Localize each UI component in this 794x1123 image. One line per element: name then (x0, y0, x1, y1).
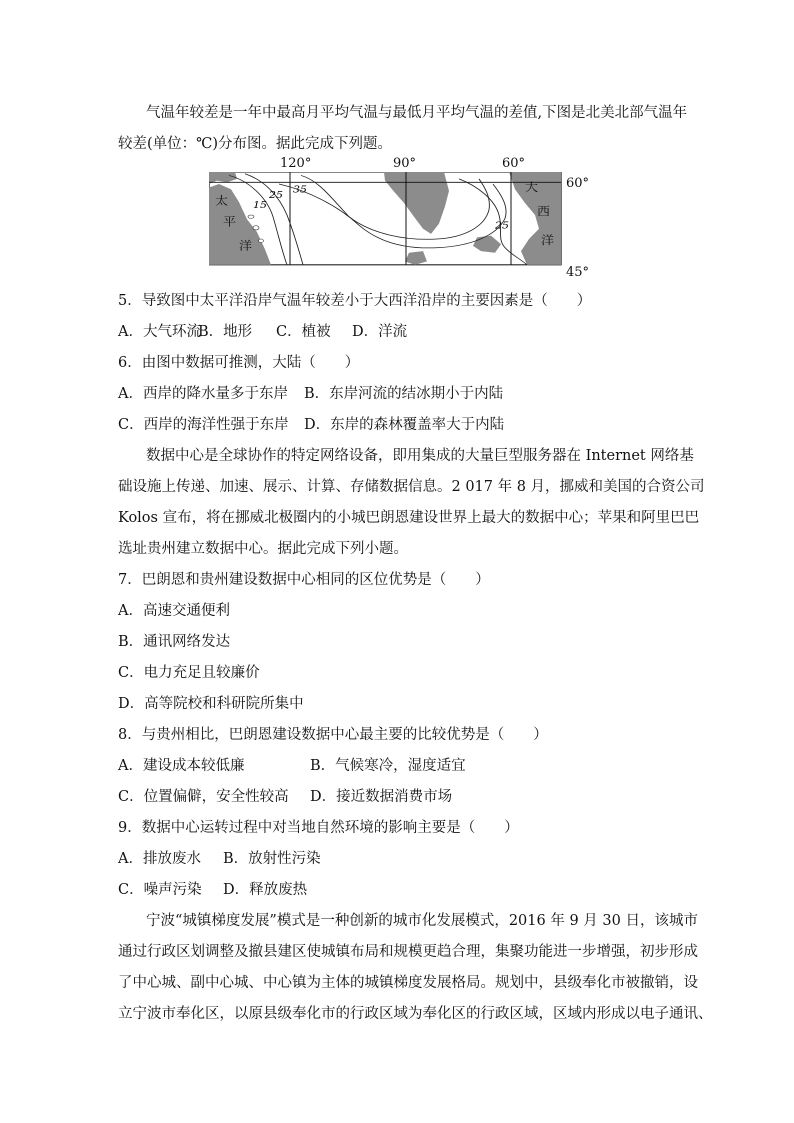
option: D．洋流 (352, 324, 408, 340)
intro2-line3: Kolos 宣布，将在挪威北极圈内的小城巴朗恩建设世界上最大的数据中心；苹果和阿里巴巴 (118, 510, 700, 526)
ocean-label: 西 (537, 204, 550, 218)
q9-options-row1 (118, 850, 321, 868)
map-lat-label: 60° (566, 176, 590, 191)
intro1-line2: 较差(单位：℃)分布图。据此完成下列题。 (118, 136, 393, 152)
q6-options-row2 (118, 416, 504, 434)
ocean-label: 平 (223, 215, 236, 229)
option: A．西岸的降水量多于东岸 (118, 386, 288, 402)
map-lon-label: 90° (393, 156, 417, 171)
intro3-line1: 宁波“城镇梯度发展”模式是一种创新的城市化发展模式，2016 年 9 月 30 日，该城市 (146, 913, 698, 929)
ocean-label: 太 (215, 194, 228, 208)
option: C．西岸的海洋性强于东岸 (118, 417, 289, 433)
q5-options (118, 323, 407, 341)
ocean-label: 洋 (239, 239, 252, 253)
q8-options-row2 (118, 788, 452, 806)
island-shape (248, 215, 254, 218)
q7-option: C．电力充足且较廉价 (118, 665, 260, 681)
option: C．噪声污染 (118, 882, 202, 898)
contour-label: 25 (495, 220, 509, 232)
q5-stem: 5．导致图中太平洋沿岸气温年较差小于大西洋沿岸的主要因素是（ ） (118, 293, 592, 309)
island-shape (259, 239, 264, 242)
option: A．建设成本较低廉 (118, 758, 245, 774)
option: C．植被 (276, 324, 331, 340)
q7-stem: 7．巴朗恩和贵州建设数据中心相同的区位优势是（ ） (118, 572, 490, 588)
map-lon-label: 60° (502, 156, 526, 171)
ocean-label: 洋 (541, 234, 554, 247)
option: A．排放废水 (118, 851, 201, 867)
option: C．位置偏僻，安全性较高 (118, 789, 289, 805)
option: D．东岸的森林覆盖率大于内陆 (304, 417, 505, 433)
q9-options-row2 (118, 881, 307, 899)
q7-option: D．高等院校和科研院所集中 (118, 696, 304, 712)
intro2-line1: 数据中心是全球协作的特定网络设备，即用集成的大量巨型服务器在 Internet 网络基 (146, 448, 694, 464)
temperature-range-map (209, 172, 569, 282)
contour-label: 35 (293, 184, 307, 196)
option: D．接近数据消费市场 (310, 789, 453, 805)
intro3-line4: 立宁波市奉化区，以原县级奉化市的行政区域为奉化区的行政区域，区域内形成以电子通讯、 (118, 1006, 713, 1022)
intro3-line3: 了中心城、副中心城、中心镇为主体的城镇梯度发展格局。规划中，县级奉化市被撤销，设 (118, 975, 698, 991)
map-lat-label: 45° (566, 265, 590, 280)
q8-options-row1 (118, 757, 466, 775)
q6-options-row1 (118, 385, 503, 403)
q7-option: B．通讯网络发达 (118, 634, 231, 650)
island-shape (253, 226, 259, 230)
option: A．大气环流 (118, 324, 201, 340)
intro1-line1: 气温年较差是一年中最高月平均气温与最低月平均气温的差值,下图是北美北部气温年 (146, 105, 688, 121)
contour-label: 25 (269, 189, 283, 201)
q8-stem: 8．与贵州相比，巴朗恩建设数据中心最主要的比较优势是（ ） (118, 727, 548, 743)
q7-option: A．高速交通便利 (118, 603, 230, 619)
intro2-line2: 础设施上传递、加速、展示、计算、存储数据信息。2 017 年 8 月，挪威和美国的合资公司 (118, 479, 705, 495)
option: D．释放废热 (223, 882, 308, 898)
intro3-line2: 通过行政区划调整及撤县建区使城镇布局和规模更趋合理，集聚功能进一步增强，初步形成 (118, 944, 698, 960)
contour-label: 15 (253, 199, 267, 211)
q6-stem: 6．由图中数据可推测，大陆（ ） (118, 355, 360, 371)
q9-stem: 9．数据中心运转过程中对当地自然环境的影响主要是（ ） (118, 820, 519, 836)
option: B．东岸河流的结冰期小于内陆 (304, 386, 504, 402)
intro2-line4: 选址贵州建立数据中心。据此完成下列小题。 (118, 541, 408, 557)
option: B．气候寒冷，湿度适宜 (310, 758, 466, 774)
map-lon-label: 120° (280, 156, 312, 171)
option: B．地形 (198, 324, 253, 340)
option: B．放射性污染 (223, 851, 321, 867)
ocean-label: 大 (525, 180, 538, 194)
